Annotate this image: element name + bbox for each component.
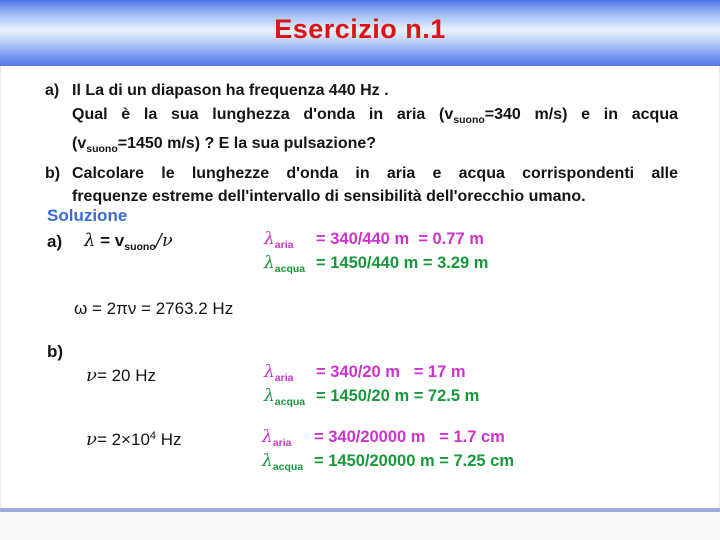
lambda-aria-result bbox=[262, 427, 592, 451]
result-block-b1 bbox=[264, 362, 594, 409]
result-block-b2 bbox=[262, 427, 592, 474]
lambda-aria-result bbox=[264, 229, 594, 253]
frequency-1 bbox=[86, 365, 156, 386]
lambda-aria-symbol bbox=[264, 229, 316, 251]
nu-symbol: ν bbox=[86, 365, 97, 386]
subscript-acqua: acqua bbox=[274, 262, 306, 275]
slide-header-bar bbox=[0, 0, 720, 66]
lambda-acqua-symbol bbox=[262, 451, 314, 473]
solution-b-label: b) bbox=[47, 342, 64, 361]
result-value: = 340/20000 m = 1.7 cm bbox=[314, 428, 505, 446]
text-segment: (v bbox=[72, 135, 87, 152]
lambda-symbol: λ bbox=[264, 229, 275, 249]
lambda-acqua-symbol bbox=[264, 386, 316, 408]
problem-line-b2: frequenze estreme dell'intervallo di sensibilità dell'orecchio umano. bbox=[72, 188, 586, 205]
lambda-symbol: λ bbox=[262, 450, 273, 471]
solution-heading: Soluzione bbox=[47, 206, 128, 225]
lambda-symbol: λ bbox=[264, 252, 275, 273]
frequency-2 bbox=[86, 429, 182, 450]
subscript-suono: suono bbox=[453, 113, 485, 126]
text-segment: = v bbox=[95, 231, 125, 250]
subscript-aria: aria bbox=[274, 372, 294, 384]
result-value: = 340/20 m = 17 m bbox=[316, 363, 466, 381]
text-segment: Il La di un diapason ha frequenza 440 Hz . bbox=[72, 82, 389, 99]
lambda-acqua-result bbox=[264, 253, 594, 277]
lambda-acqua-symbol bbox=[264, 253, 316, 275]
lambda-aria-symbol bbox=[264, 362, 316, 384]
lambda-symbol: λ bbox=[264, 362, 275, 382]
lambda-formula bbox=[84, 230, 173, 253]
superscript-exponent: 4 bbox=[149, 430, 157, 442]
item-b-label: b) bbox=[45, 164, 61, 182]
slide-title: Esercizio n.1 bbox=[274, 14, 446, 44]
text-segment: Hz bbox=[156, 430, 182, 449]
text-segment: =340 m/s) e in acqua bbox=[484, 105, 679, 123]
subscript-aria: aria bbox=[272, 437, 292, 449]
lambda-acqua-result bbox=[262, 451, 592, 475]
item-a-label: a) bbox=[45, 82, 60, 99]
result-value: = 1450/20 m = 72.5 m bbox=[316, 386, 480, 405]
omega-formula: ω = 2πν = 2763.2 Hz bbox=[74, 299, 234, 318]
nu-symbol: /ν bbox=[155, 230, 173, 251]
result-value: = 340/440 m = 0.77 m bbox=[316, 230, 484, 248]
result-block-a bbox=[264, 229, 594, 276]
result-value: = 1450/440 m = 3.29 m bbox=[316, 253, 489, 272]
result-value: = 1450/20000 m = 7.25 cm bbox=[314, 451, 514, 470]
lambda-aria-symbol bbox=[262, 427, 314, 449]
footer-area bbox=[0, 512, 720, 540]
problem-statement bbox=[45, 79, 678, 209]
lambda-symbol: λ bbox=[84, 230, 96, 251]
subscript-acqua: acqua bbox=[274, 395, 306, 408]
solution-a-label: a) bbox=[47, 232, 63, 251]
lambda-aria-result bbox=[264, 362, 594, 386]
problem-line-a1 bbox=[45, 79, 678, 103]
problem-line-a2 bbox=[45, 103, 678, 133]
text-segment: =1450 m/s) ? E la sua pulsazione? bbox=[117, 135, 377, 152]
text-segment: = 20 Hz bbox=[96, 366, 157, 385]
text-segment: = 2×10 bbox=[96, 430, 150, 449]
lambda-acqua-result bbox=[264, 386, 594, 410]
subscript-aria: aria bbox=[274, 239, 294, 251]
text-segment: Calcolare le lunghezze d'onda in aria e acqua corrispondenti alle bbox=[72, 164, 678, 182]
text-segment: Qual è la sua lunghezza d'onda in aria (v bbox=[72, 105, 454, 123]
lambda-symbol: λ bbox=[262, 427, 273, 447]
problem-line-b1 bbox=[45, 162, 678, 186]
problem-line-a3 bbox=[45, 132, 678, 162]
subscript-acqua: acqua bbox=[272, 460, 304, 473]
nu-symbol: ν bbox=[86, 429, 97, 450]
lambda-symbol: λ bbox=[264, 385, 275, 406]
subscript-suono: suono bbox=[86, 143, 118, 155]
subscript-suono: suono bbox=[124, 241, 156, 253]
